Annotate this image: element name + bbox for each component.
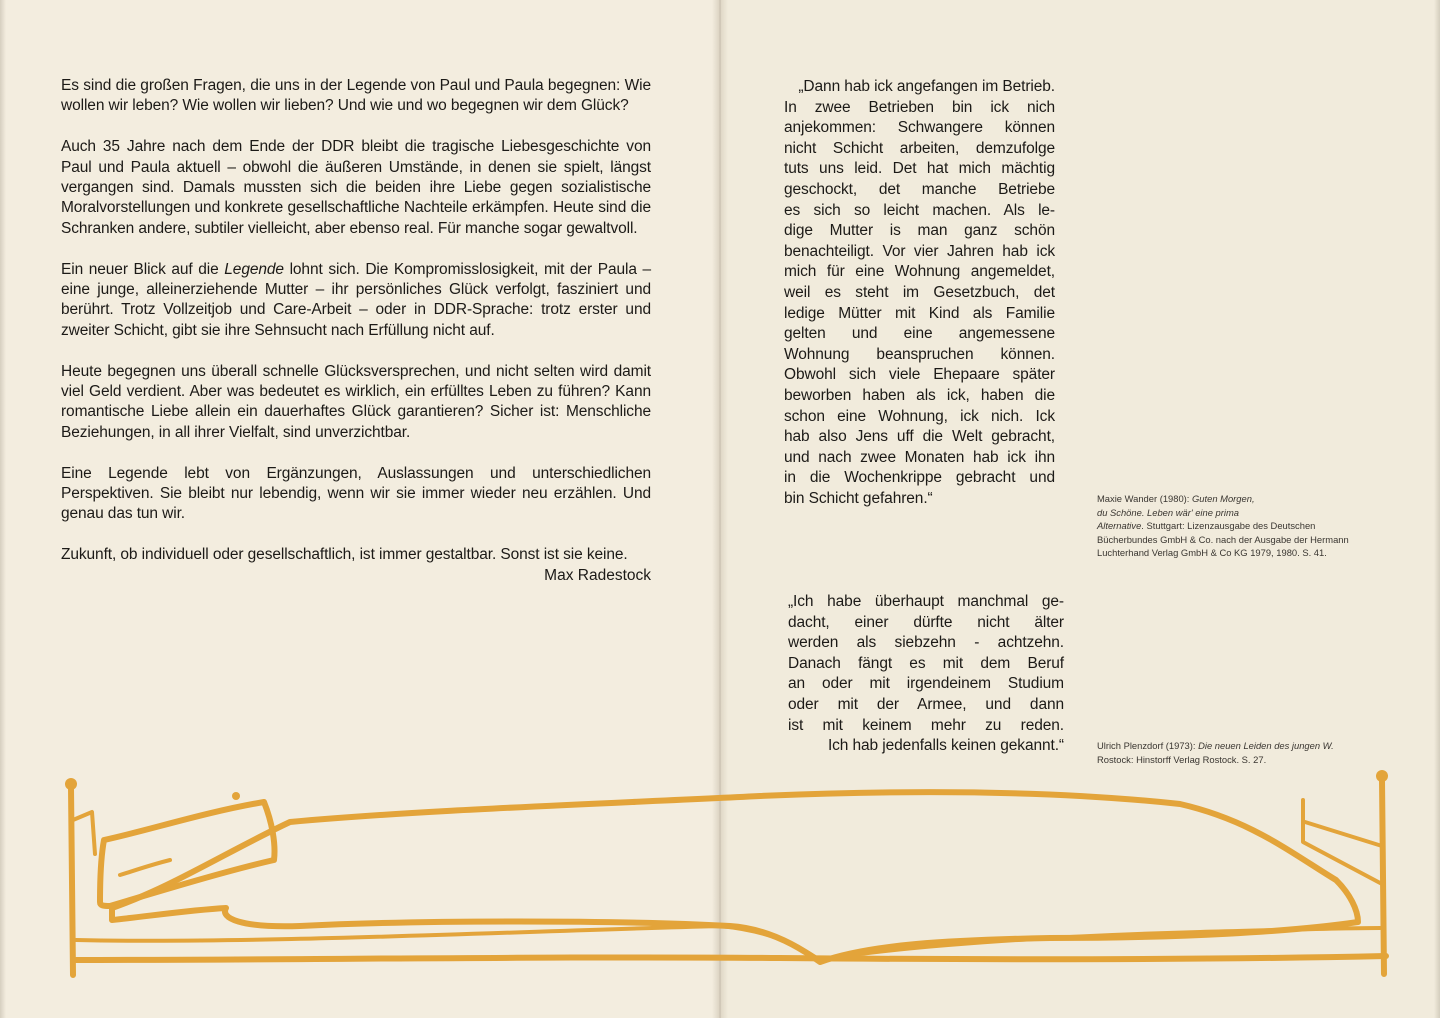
- essay-paragraph-1: Es sind die großen Fragen, die uns in der Legende von Paul und Paula begegnen: Wie wollen wir leben? Wie wollen wir lieben? Und wie und wo begegnen wir dem Glück?: [61, 77, 651, 115]
- quote-line: dige Mutter is man ganz schön: [784, 222, 1055, 240]
- duvet: [112, 792, 1358, 962]
- essay-paragraph-3-start: Ein neuer Blick auf die: [61, 260, 225, 278]
- quote-line: benachteiligt. Vor vier Jahren hab ick: [784, 242, 1055, 260]
- quote-line: ledige Mütter mit Kind als Familie: [784, 304, 1055, 322]
- citation-line: [1097, 519, 1349, 533]
- citation-title: Guten Morgen,: [1192, 493, 1255, 504]
- essay-paragraph-5: Eine Legende lebt von Ergänzungen, Auslassungen und unterschiedlichen Perspektiven. Sie bleibt nur lebendig, wenn wir sie immer wieder neu erzählen. Und genau das tun wir.: [61, 464, 651, 523]
- quote-line: „Dann hab ick angefangen im Betrieb.: [798, 78, 1055, 95]
- citation-title: Alternative: [1097, 520, 1142, 532]
- citation-title: du Schöne. Leben wär' eine prima: [1097, 506, 1239, 518]
- quote-line: In zwee Betrieben bin ick nich: [784, 98, 1055, 116]
- quote-line: bin Schicht gefahren.“: [784, 489, 933, 507]
- essay-paragraph-3-rest: lohnt sich. Die Kompromisslosigkeit, mit der Paula – eine junge, alleinerziehende Mutter – ihr persönliches Glück verfolgt, fasziniert und berührt. Trotz Vollzeitjob und Care-Arbeit – oder in DDR-Sprache: trotz erster und zweiter Schicht, gibt sie ihre Sehnsucht nach Erfüllung nicht auf.: [61, 260, 652, 339]
- bed-frame-rail: [74, 956, 1386, 960]
- quote-line: Danach fängt es mit dem Beruf: [788, 654, 1064, 672]
- footboard-bar: [1305, 822, 1382, 846]
- quote-line: oder mit der Armee, und dann: [788, 695, 1064, 713]
- author-signature: Max Radestock: [544, 566, 651, 584]
- essay-text: [61, 76, 651, 586]
- quote-line: dacht, einer dürfte nicht älter: [788, 613, 1064, 631]
- essay-paragraph-4: Heute begegnen uns überall schnelle Glücksversprechen, und nicht selten wird damit viel Geld verdient. Aber was bedeutet es wirklich, ein erfülltes Leben zu führen? Kann romantische Liebe allein ein dauerhaftes Glück garantieren? Sicher ist: Menschliche Beziehungen, in all ihrer Vielfalt, sind unverzichtbar.: [61, 362, 651, 441]
- bed-illustration: [0, 760, 1440, 1000]
- quote-line: schon eine Wohnung, ick nich. Ick: [784, 407, 1055, 425]
- quote-line: Wohnung beanspruchen können.: [784, 345, 1055, 363]
- quote-line: „Ich habe überhaupt manchmal ge-: [788, 593, 1064, 610]
- bedpost-knob: [232, 792, 240, 800]
- quote-line: gelten und eine angemessene: [784, 325, 1055, 343]
- right-bedpost: [1382, 780, 1384, 974]
- quote-line: weil es steht im Gesetzbuch, det: [784, 283, 1055, 301]
- quote-maxie-wander: [784, 77, 1055, 509]
- quote-line: mich für eine Wohnung angemeldet,: [784, 263, 1055, 281]
- source-citation-wander: [1097, 492, 1349, 560]
- quote-line: geschockt, det manche Betriebe: [784, 180, 1055, 198]
- citation-line: Rostock: Hinstorff Verlag Rostock. S. 27.: [1097, 753, 1267, 765]
- citation-title: Die neuen Leiden des jungen W.: [1198, 740, 1334, 751]
- citation-line: Bücherbundes GmbH & Co. nach der Ausgabe der Hermann: [1097, 533, 1349, 545]
- headboard-frame: [73, 812, 95, 854]
- citation-line: Luchterhand Verlag GmbH & Co KG 1979, 1980. S. 41.: [1097, 547, 1327, 559]
- citation-author: Maxie Wander (1980):: [1097, 493, 1193, 504]
- essay-paragraph-6: Zukunft, ob individuell oder gesellschaftlich, ist immer gestaltbar. Sonst ist sie keine.: [61, 546, 628, 564]
- left-bedpost: [71, 788, 73, 975]
- quote-line: in die Wochenkrippe gebracht und: [784, 469, 1055, 487]
- quote-line: nicht Schicht arbeiten, demzufolge: [784, 139, 1055, 157]
- quote-line: werden als siebzehn - achtzehn.: [788, 634, 1064, 652]
- quote-line: an oder mit irgendeinem Studium: [788, 675, 1064, 693]
- quote-line: hab also Jens uff die Welt gebracht,: [784, 428, 1055, 446]
- quote-line: und nach zwee Monaten hab ick ihn: [784, 448, 1055, 466]
- pillow-crease: [120, 860, 170, 875]
- pillow: [100, 802, 275, 906]
- essay-paragraph-3: [61, 260, 651, 342]
- essay-paragraph-2: Auch 35 Jahre nach dem Ende der DDR bleibt die tragische Liebesgeschichte von Paul und Paula aktuell – obwohl die äußeren Umstände, in denen sie spielt, längst vergangen sind. Damals mussten sich die beiden ihre Liebe gegen sozialistische Moralvorstellungen und konkrete gesellschaftliche Nachteile erkämpfen. Heute sind die Schranken andere, subtiler vielleicht, aber ebenso real. Für manche sogar gewaltvoll.: [61, 138, 651, 237]
- legende-emphasis: Legende: [224, 260, 284, 278]
- quote-line: es sich so leicht machen. Als le-: [784, 201, 1055, 219]
- quote-line: beworben haben als ick, haben die: [784, 386, 1055, 404]
- quote-line: tuts uns leid. Det hat mich mächtig: [784, 160, 1055, 178]
- citation-line: [1097, 492, 1349, 506]
- quote-line: anjekommen: Schwangere können: [784, 119, 1055, 137]
- quote-line: Obwohl sich viele Ehepaare später: [784, 366, 1055, 384]
- citation-publisher: . Stuttgart: Lizenzausgabe des Deutschen: [1141, 520, 1316, 532]
- citation-author: Ulrich Plenzdorf (1973):: [1097, 740, 1199, 751]
- quote-line: Ich hab jedenfalls keinen gekannt.“: [827, 737, 1064, 755]
- citation-line: [1097, 506, 1349, 520]
- quote-line: ist mit keinem mehr zu reden.: [788, 716, 1064, 734]
- citation-line: [1097, 739, 1334, 753]
- quote-plenzdorf: [788, 592, 1064, 757]
